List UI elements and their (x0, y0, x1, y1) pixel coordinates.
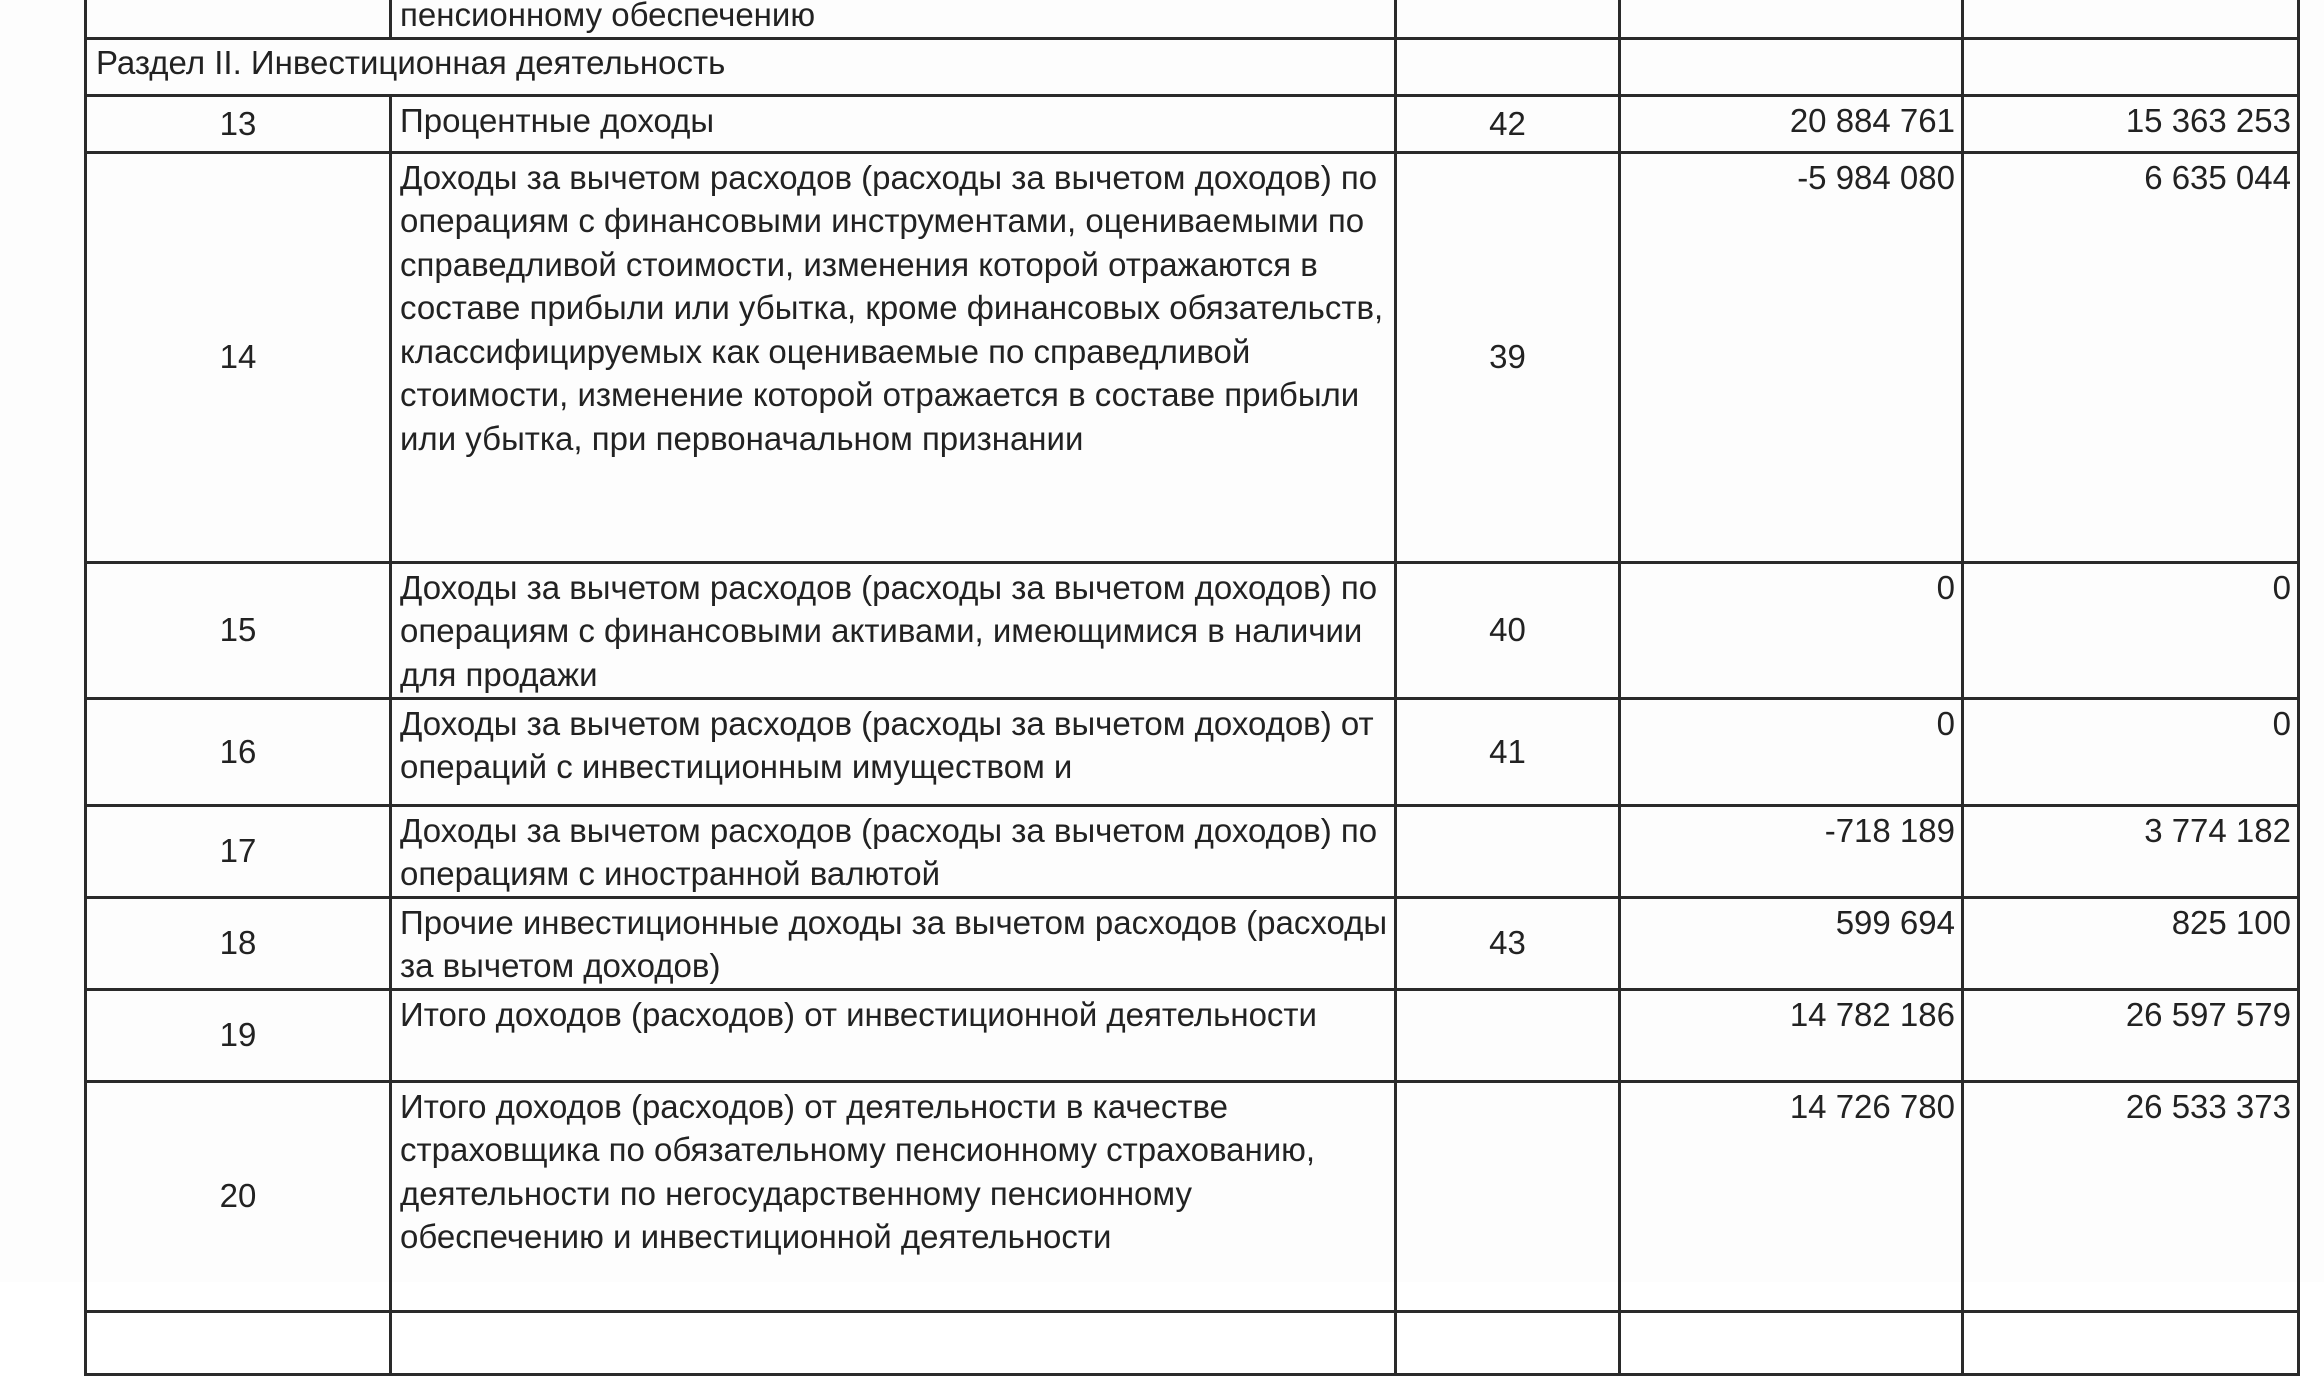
cell-current-period: 0 (1620, 698, 1963, 805)
cell-number: 18 (86, 897, 391, 989)
section-title: Раздел II. Инвестиционная деятельность (86, 38, 1396, 95)
cell-note: 41 (1396, 698, 1620, 805)
table-row (86, 1081, 2299, 1311)
financial-report-table (84, 0, 2300, 1376)
cell-current-period: 20 884 761 (1620, 95, 1963, 152)
cell-item-name: Доходы за вычетом расходов (расходы за вычетом доходов) по операциям с иностранной валютой (391, 805, 1396, 897)
cell-item-name (391, 1311, 1396, 1374)
cell-number: 20 (86, 1081, 391, 1311)
cell-item-name: Доходы за вычетом расходов (расходы за вычетом доходов) по операциям с финансовыми активами, имеющимися в наличии для продажи (391, 562, 1396, 698)
cell-previous-period (1963, 0, 2299, 38)
cell-item-name: Итого доходов (расходов) от инвестиционной деятельности (391, 989, 1396, 1081)
cell-note: 42 (1396, 95, 1620, 152)
cell-number (86, 1311, 391, 1374)
cell-note (1396, 0, 1620, 38)
table-row (86, 698, 2299, 805)
cell-number: 19 (86, 989, 391, 1081)
cell-note: 40 (1396, 562, 1620, 698)
table-row (86, 989, 2299, 1081)
cell-previous-period: 6 635 044 (1963, 152, 2299, 562)
cell-number (86, 0, 391, 38)
cell-note: 39 (1396, 152, 1620, 562)
cell-note (1396, 1081, 1620, 1311)
cell-current-period: 14 726 780 (1620, 1081, 1963, 1311)
cell-current-period: 14 782 186 (1620, 989, 1963, 1081)
cell-current-period (1620, 38, 1963, 95)
table-row-partial (86, 1311, 2299, 1374)
cell-previous-period (1963, 38, 2299, 95)
cell-item-name: Процентные доходы (391, 95, 1396, 152)
cell-current-period: -718 189 (1620, 805, 1963, 897)
cell-current-period: 599 694 (1620, 897, 1963, 989)
cell-item-name (391, 698, 1396, 805)
table-row-partial (86, 0, 2299, 38)
cell-note (1396, 805, 1620, 897)
cell-number: 13 (86, 95, 391, 152)
cell-previous-period: 0 (1963, 562, 2299, 698)
cell-current-period (1620, 1311, 1963, 1374)
table-row (86, 562, 2299, 698)
cell-previous-period: 3 774 182 (1963, 805, 2299, 897)
table-row (86, 805, 2299, 897)
cell-previous-period: 0 (1963, 698, 2299, 805)
cell-number: 16 (86, 698, 391, 805)
cell-previous-period (1963, 1311, 2299, 1374)
cell-current-period: 0 (1620, 562, 1963, 698)
table-row (86, 897, 2299, 989)
cell-item-name: Доходы за вычетом расходов (расходы за вычетом доходов) по операциям с финансовыми инструментами, оцениваемыми по справедливой стоимости, изменения которой отражаются в составе прибыли или убытка, кроме финансовых обязательств, классифицируемых как оцениваемые по справедливой стоимости, изменение которой отражается в составе прибыли или убытка, при первоначальном признании (391, 152, 1396, 562)
cell-note (1396, 989, 1620, 1081)
cell-note: 43 (1396, 897, 1620, 989)
cell-item-name (391, 0, 1396, 38)
section-header-row (86, 38, 2299, 95)
cell-item-name: Прочие инвестиционные доходы за вычетом расходов (расходы за вычетом доходов) (391, 897, 1396, 989)
cell-number: 15 (86, 562, 391, 698)
item-name-text: Доходы за вычетом расходов (расходы за вычетом доходов) от операций с инвестиционным имуществом и (400, 704, 1374, 785)
cell-previous-period: 26 597 579 (1963, 989, 2299, 1081)
cell-number: 14 (86, 152, 391, 562)
cell-item-name: Итого доходов (расходов) от деятельности в качестве страховщика по обязательному пенсионному страхованию, деятельности по негосударственному пенсионному обеспечению и инвестиционной деятельности (391, 1081, 1396, 1311)
cell-previous-period: 825 100 (1963, 897, 2299, 989)
cell-current-period: -5 984 080 (1620, 152, 1963, 562)
table-row (86, 152, 2299, 562)
item-name-text: пенсионному обеспечению (400, 0, 816, 33)
cell-previous-period: 26 533 373 (1963, 1081, 2299, 1311)
cell-current-period (1620, 0, 1963, 38)
cell-previous-period: 15 363 253 (1963, 95, 2299, 152)
cell-note (1396, 38, 1620, 95)
table-row (86, 95, 2299, 152)
cell-note (1396, 1311, 1620, 1374)
cell-number: 17 (86, 805, 391, 897)
